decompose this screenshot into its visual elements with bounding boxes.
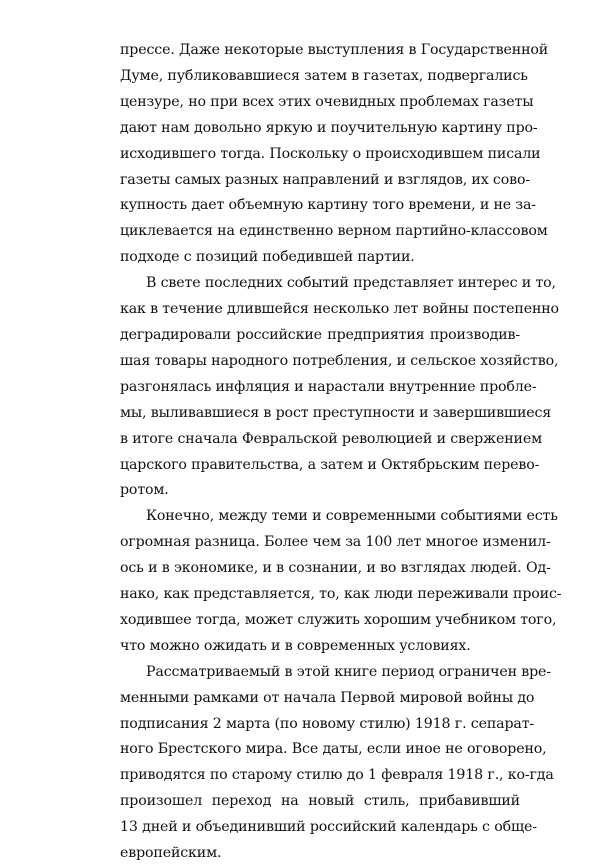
text-line: мы, выливавшиеся в рост преступности и завершившиеся <box>120 404 552 421</box>
text-line: ного Брестского мира. Все даты, если иное не оговорено, <box>120 741 547 758</box>
text-line: исходившего тогда. Поскольку о происходившем писали <box>120 145 541 162</box>
paragraph <box>120 38 549 271</box>
text-line: Думе, публиковавшиеся затем в газетах, подвергались <box>120 67 528 84</box>
text-line: цензуре, но при всех этих очевидных проблемах газеты <box>120 93 534 110</box>
text-line: ходившее тогда, может служить хорошим учебником того, <box>120 611 557 628</box>
body-text <box>120 38 562 867</box>
paragraph <box>120 660 554 867</box>
text-line: подходе с позиций победившей партии. <box>120 249 415 266</box>
paragraph <box>120 504 562 659</box>
text-line: что можно ожидать и в современных условиях. <box>120 637 471 654</box>
text-line: газеты самых разных направлений и взглядов, их сово- <box>120 171 530 188</box>
text-line: ротом. <box>120 482 169 499</box>
text-line: циклевается на единственно верном партийно-классовом <box>120 223 548 240</box>
text-line: подписания 2 марта (по новому стилю) 1918 г. сепарат- <box>120 715 535 732</box>
text-line: огромная разница. Более чем за 100 лет многое изменил- <box>120 534 551 551</box>
text-line: в итоге сначала Февральской революцией и свержением <box>120 430 542 447</box>
text-line: Конечно, между теми и современными событиями есть <box>146 508 558 525</box>
text-line: произошел переход на новый стиль, прибавивший <box>120 793 520 810</box>
text-line: царского правительства, а затем и Октябрьским перево- <box>120 456 540 473</box>
paragraph <box>120 271 559 504</box>
text-line: приводятся по старому стилю до 1 февраля 1918 г., ко-гда <box>120 767 554 784</box>
text-line: прессе. Даже некоторые выступления в Государственной <box>120 42 549 58</box>
text-line: Рассматриваемый в этой книге период ограничен вре- <box>146 663 551 680</box>
text-line: 13 дней и объединивший российский календарь с обще- <box>120 819 537 836</box>
text-line: купность дает объемную картину того времени, и не за- <box>120 197 536 214</box>
text-line: нако, как представляется, то, как люди переживали проис- <box>120 586 562 603</box>
text-line: европейским. <box>120 845 222 862</box>
text-line: разгонялась инфляция и нарастали внутренние пробле- <box>120 378 537 395</box>
text-line: дают нам довольно яркую и поучительную картину про- <box>120 119 538 136</box>
text-line: В свете последних событий представляет интерес и то, <box>146 275 556 292</box>
text-line: деградировали российские предприятия производив- <box>120 326 520 343</box>
text-line: ось и в экономике, и в сознании, и во взглядах людей. Од- <box>120 560 551 577</box>
text-line: как в течение длившейся несколько лет войны постепенно <box>120 301 559 318</box>
text-line: шая товары народного потребления, и сельское хозяйство, <box>120 352 559 369</box>
text-line: менными рамками от начала Первой мировой войны до <box>120 689 535 706</box>
